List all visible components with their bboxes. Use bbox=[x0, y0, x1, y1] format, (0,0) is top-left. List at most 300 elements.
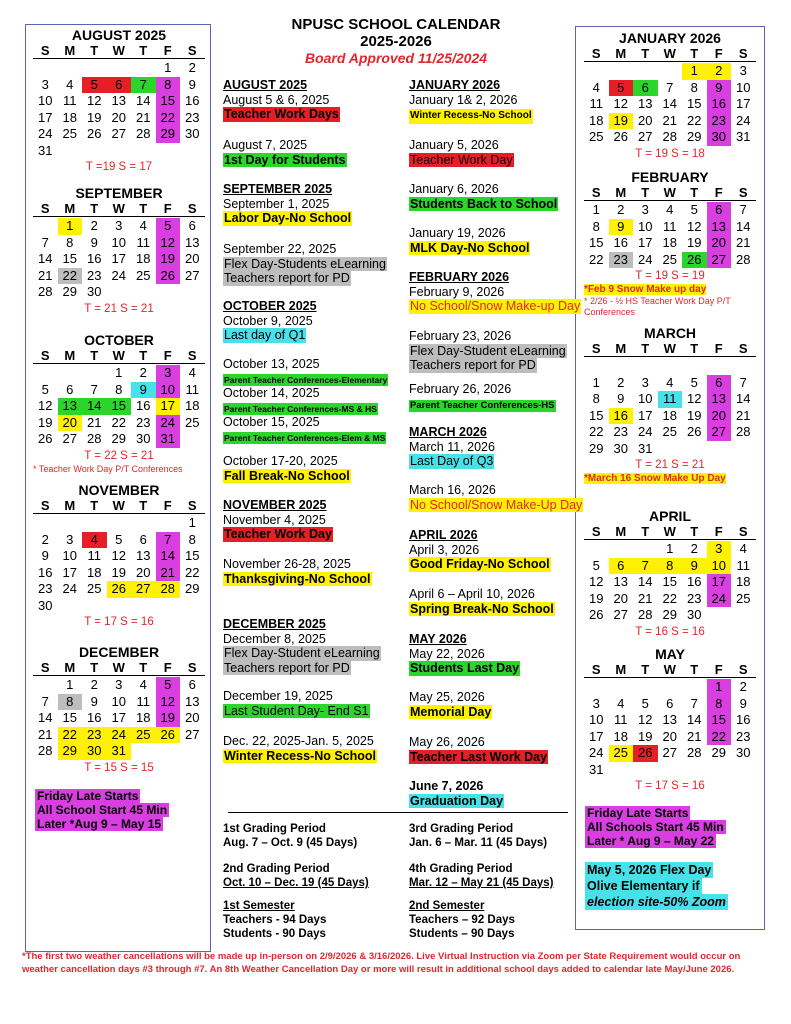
day-cell bbox=[33, 218, 58, 235]
day-cell: 10 bbox=[111, 234, 126, 250]
day-cell: 9 bbox=[90, 693, 98, 709]
weekday-label: M bbox=[64, 498, 76, 513]
day-cell: 14 bbox=[662, 96, 677, 111]
day-cell: 8 bbox=[592, 218, 600, 234]
event-month-heading: OCTOBER 2025 bbox=[223, 299, 317, 313]
day-cell: 14 bbox=[38, 251, 53, 266]
grading-title: 4th Grading Period bbox=[409, 863, 513, 875]
day-cell: 21 bbox=[87, 414, 102, 430]
week-row bbox=[33, 398, 205, 415]
day-cell: 21 bbox=[38, 267, 53, 283]
month-january bbox=[584, 30, 756, 162]
event-label: Good Friday-No School bbox=[410, 557, 550, 571]
day-totals: T = 17 S = 16 bbox=[84, 616, 154, 628]
event-date: December 8, 2025 bbox=[223, 631, 326, 646]
week-row bbox=[33, 515, 205, 532]
month-note: * Teacher Work Day P/T Conferences bbox=[33, 463, 183, 474]
day-cell: 1 bbox=[682, 63, 707, 80]
day-cell: 21 bbox=[736, 407, 751, 423]
weekday-label: T bbox=[90, 348, 99, 363]
day-cell: 14 bbox=[82, 398, 107, 415]
day-cell: 13 bbox=[136, 548, 151, 563]
day-cell: 3 bbox=[641, 374, 649, 390]
day-cell: 22 bbox=[589, 251, 604, 267]
day-cell bbox=[609, 679, 634, 696]
day-cell bbox=[658, 358, 683, 375]
late-start-box-right bbox=[585, 806, 726, 848]
event-month-heading: JANUARY 2026 bbox=[409, 78, 501, 92]
day-cell: 24 bbox=[638, 251, 653, 267]
weekday-label: W bbox=[663, 524, 676, 539]
weekday-label: T bbox=[641, 341, 650, 356]
day-cell: 4 bbox=[617, 695, 625, 711]
month-title: SEPTEMBER bbox=[75, 185, 163, 201]
event-label: Parent Teacher Conferences-HS bbox=[410, 399, 555, 411]
late-start-line-1: Friday Late Starts bbox=[587, 806, 689, 820]
event-month-heading: MAY 2026 bbox=[409, 632, 467, 646]
event-month-heading: APRIL 2026 bbox=[409, 528, 478, 542]
weekday-label: S bbox=[40, 498, 50, 513]
day-cell: 3 bbox=[115, 677, 123, 692]
event-label: Labor Day-No School bbox=[224, 211, 352, 225]
day-cell: 28 bbox=[38, 284, 53, 299]
day-cell: 30 bbox=[38, 597, 53, 613]
board-approved: Board Approved 11/25/2024 bbox=[304, 50, 488, 66]
day-cell bbox=[731, 762, 756, 779]
day-cell: 30 bbox=[82, 743, 107, 760]
day-cell: 5 bbox=[641, 695, 649, 711]
day-cell: 20 bbox=[136, 564, 151, 580]
day-cell: 29 bbox=[589, 440, 604, 456]
day-cell: 4 bbox=[592, 79, 600, 95]
events-january bbox=[409, 78, 533, 124]
day-cell: 29 bbox=[711, 745, 726, 760]
semester-teachers: Teachers - 94 Days bbox=[223, 914, 327, 926]
day-cell: 25 bbox=[62, 126, 77, 141]
day-cell: 1 bbox=[707, 679, 732, 696]
day-cell bbox=[131, 743, 156, 760]
day-cell: 2 bbox=[139, 365, 147, 380]
day-cell: 24 bbox=[107, 727, 132, 744]
day-cell bbox=[156, 743, 181, 760]
day-cell: 27 bbox=[613, 607, 628, 622]
day-cell: 20 bbox=[662, 728, 677, 744]
event-label: Students Last Day bbox=[410, 661, 520, 675]
event-date: August 7, 2025 bbox=[223, 138, 308, 152]
weekday-label: S bbox=[591, 662, 601, 677]
day-cell: 28 bbox=[662, 129, 677, 144]
semester-title: 2nd Semester bbox=[409, 900, 485, 912]
day-cell: 5 bbox=[690, 374, 698, 390]
day-cell: 27 bbox=[131, 581, 156, 598]
events-august-2 bbox=[223, 138, 347, 167]
day-cell: 14 bbox=[736, 218, 751, 234]
grading-title: 3rd Grading Period bbox=[409, 823, 514, 835]
day-totals: T = 22 S = 21 bbox=[84, 449, 154, 462]
semester-students: Students – 90 Days bbox=[409, 928, 515, 940]
month-note bbox=[584, 284, 756, 296]
day-cell: 8 bbox=[188, 531, 196, 547]
day-cell: 2 bbox=[739, 679, 747, 694]
day-cell bbox=[633, 762, 658, 779]
day-cell: 2 bbox=[90, 677, 98, 692]
event-label: Memorial Day bbox=[410, 704, 492, 719]
day-cell: 25 bbox=[136, 267, 151, 283]
weekday-label: W bbox=[663, 662, 676, 677]
day-cell: 18 bbox=[136, 710, 151, 725]
weekday-header bbox=[584, 524, 756, 540]
semester-2 bbox=[409, 899, 515, 941]
events-november-2 bbox=[223, 557, 372, 586]
week-row bbox=[584, 96, 756, 113]
day-cell bbox=[633, 679, 658, 696]
grading-period-4 bbox=[409, 862, 553, 890]
month-december bbox=[33, 644, 205, 776]
event-label: Teacher Work Day bbox=[224, 527, 332, 541]
day-cell bbox=[658, 762, 683, 779]
weekday-label: F bbox=[163, 660, 172, 675]
day-cell: 27 bbox=[707, 424, 732, 441]
events-november bbox=[223, 498, 333, 542]
day-cell: 2 bbox=[90, 218, 98, 233]
day-cell: 3 bbox=[707, 541, 732, 558]
day-cell: 12 bbox=[111, 548, 126, 563]
day-cell bbox=[707, 607, 732, 624]
late-start-line-2: All Schools Start 45 Min bbox=[587, 820, 724, 834]
week-row bbox=[33, 743, 205, 760]
day-cell: 11 bbox=[614, 712, 628, 727]
day-cell: 10 bbox=[38, 93, 53, 108]
day-cell: 19 bbox=[38, 414, 53, 430]
title-line-2: 2025-2026 bbox=[360, 33, 432, 50]
day-cell: 25 bbox=[609, 745, 634, 762]
day-cell: 25 bbox=[662, 251, 677, 267]
weekday-label: W bbox=[663, 46, 676, 61]
day-cell bbox=[107, 143, 132, 160]
day-cell: 12 bbox=[38, 398, 53, 413]
day-cell: 2 bbox=[41, 531, 49, 547]
event-label: Teacher Work Day bbox=[410, 152, 513, 167]
day-cell: 22 bbox=[185, 564, 200, 580]
day-cell: 26 bbox=[107, 581, 132, 598]
day-cell bbox=[633, 63, 658, 80]
day-cell: 1 bbox=[592, 374, 600, 390]
semester-teachers: Teachers – 92 Days bbox=[409, 914, 515, 926]
month-title: MAY bbox=[655, 646, 685, 662]
late-start-box-left bbox=[35, 789, 169, 831]
event-date: October 13, 2025 bbox=[223, 357, 320, 371]
event-label: Teacher Work Days bbox=[224, 107, 339, 121]
week-row bbox=[33, 268, 205, 285]
events-october bbox=[223, 299, 317, 343]
late-start-line-3: Later *Aug 9 – May 15 bbox=[37, 817, 162, 831]
semester-title: 1st Semester bbox=[223, 900, 295, 912]
event-label: Students Back to School bbox=[410, 196, 558, 211]
event-date: February 9, 2026 bbox=[409, 284, 505, 299]
day-cell: 13 bbox=[662, 712, 677, 727]
day-cell: 10 bbox=[638, 218, 653, 234]
day-cell: 2 bbox=[707, 63, 732, 80]
day-cell: 26 bbox=[87, 126, 102, 141]
event-month-heading: MARCH 2026 bbox=[409, 425, 487, 439]
day-cell: 4 bbox=[188, 365, 196, 380]
day-cell bbox=[131, 515, 156, 532]
day-cell: 29 bbox=[185, 581, 200, 596]
day-cell: 25 bbox=[185, 414, 200, 430]
weekday-label: F bbox=[714, 662, 723, 677]
day-cell bbox=[156, 284, 181, 301]
day-cell: 5 bbox=[156, 677, 181, 694]
day-cell bbox=[633, 358, 658, 375]
day-cell: 4 bbox=[66, 76, 74, 92]
week-row bbox=[584, 762, 756, 779]
weekday-header bbox=[33, 201, 205, 217]
day-cell: 3 bbox=[592, 695, 600, 711]
day-cell: 13 bbox=[111, 93, 126, 108]
week-row bbox=[33, 77, 205, 94]
weekday-label: M bbox=[64, 43, 76, 58]
week-row bbox=[584, 113, 756, 130]
weekday-label: S bbox=[40, 43, 50, 58]
events-february-3 bbox=[409, 382, 556, 412]
weekday-label: S bbox=[591, 46, 601, 61]
day-cell: 23 bbox=[707, 113, 732, 130]
calendar-title bbox=[221, 16, 571, 67]
events-may-2 bbox=[409, 690, 492, 719]
day-cell: 14 bbox=[136, 93, 151, 108]
day-cell: 12 bbox=[156, 235, 181, 252]
day-cell bbox=[180, 743, 205, 760]
month-note-2: * 2/26 - ½ HS Teacher Work Day P/T Conferences bbox=[584, 296, 731, 317]
day-cell: 6 bbox=[609, 558, 634, 575]
month-title: FEBRUARY bbox=[631, 169, 709, 185]
event-label: Parent Teacher Conferences-Elementary bbox=[224, 374, 388, 385]
event-date: May 25, 2026 bbox=[409, 690, 485, 704]
event-label: Parent Teacher Conferences-Elem & MS bbox=[224, 432, 386, 443]
weekday-label: T bbox=[641, 524, 650, 539]
late-start-line-1: Friday Late Starts bbox=[37, 789, 139, 803]
day-cell bbox=[180, 431, 205, 448]
weekday-label: S bbox=[738, 662, 748, 677]
week-row bbox=[33, 235, 205, 252]
day-cell: 15 bbox=[662, 574, 677, 589]
day-cell: 14 bbox=[156, 548, 181, 565]
event-month-heading: NOVEMBER 2025 bbox=[223, 498, 327, 512]
day-cell: 24 bbox=[638, 424, 653, 439]
day-cell: 29 bbox=[687, 129, 702, 144]
event-date: May 22, 2026 bbox=[409, 646, 485, 661]
event-label: Parent Teacher Conferences-MS & HS bbox=[224, 403, 377, 414]
day-cell: 28 bbox=[638, 607, 653, 622]
week-row bbox=[584, 80, 756, 97]
event-label: Last day of Q1 bbox=[224, 328, 306, 342]
week-row bbox=[33, 581, 205, 598]
grading-dates: Mar. 12 – May 21 (45 Days) bbox=[409, 877, 554, 889]
day-cell: 8 bbox=[66, 234, 74, 250]
events-october-2 bbox=[223, 357, 388, 444]
day-cell: 29 bbox=[111, 431, 126, 446]
week-row bbox=[584, 219, 756, 236]
day-cell: 17 bbox=[736, 96, 751, 111]
day-cell bbox=[707, 762, 732, 779]
month-november bbox=[33, 482, 205, 630]
day-cell: 21 bbox=[662, 112, 677, 128]
day-cell: 18 bbox=[736, 574, 751, 589]
day-cell: 29 bbox=[58, 743, 83, 760]
weekday-label: T bbox=[139, 201, 148, 216]
weekday-label: S bbox=[591, 341, 601, 356]
day-cell: 3 bbox=[66, 531, 74, 547]
day-cell: 18 bbox=[662, 407, 677, 423]
day-cell: 20 bbox=[707, 235, 732, 252]
day-cell: 22 bbox=[687, 112, 702, 128]
day-cell: 14 bbox=[736, 391, 751, 406]
day-cell bbox=[107, 515, 132, 532]
weekday-header bbox=[584, 185, 756, 201]
weekday-label: T bbox=[90, 201, 99, 216]
events-january-3 bbox=[409, 182, 558, 211]
day-cell: 13 bbox=[185, 234, 200, 250]
day-cell: 4 bbox=[666, 202, 674, 217]
week-row bbox=[33, 110, 205, 127]
weekday-header bbox=[584, 662, 756, 678]
day-totals: T = 19 S = 19 bbox=[635, 270, 705, 282]
day-cell: 5 bbox=[592, 557, 600, 573]
event-label: Winter Recess-No School bbox=[224, 748, 377, 763]
day-cell: 25 bbox=[662, 424, 677, 439]
week-row bbox=[33, 727, 205, 744]
day-cell: 6 bbox=[139, 531, 147, 547]
day-cell: 18 bbox=[589, 112, 604, 128]
weekday-label: S bbox=[40, 348, 50, 363]
day-cell: 6 bbox=[188, 218, 196, 233]
weekday-label: T bbox=[139, 43, 148, 58]
weekday-label: T bbox=[641, 185, 650, 200]
event-date: October 14, 2025 bbox=[223, 386, 320, 400]
events-april-2 bbox=[409, 587, 555, 616]
day-cell: 5 bbox=[115, 531, 123, 547]
month-title: OCTOBER bbox=[84, 332, 154, 348]
flex-day-box bbox=[585, 862, 728, 910]
weekday-label: W bbox=[112, 201, 125, 216]
day-cell: 13 bbox=[613, 574, 628, 589]
weekday-label: F bbox=[163, 43, 172, 58]
day-cell: 31 bbox=[38, 142, 53, 158]
week-row bbox=[584, 408, 756, 425]
day-cell: 16 bbox=[736, 712, 751, 727]
event-label: Teachers report for PD bbox=[224, 660, 350, 675]
day-cell bbox=[584, 358, 609, 375]
event-date: June 7, 2026 bbox=[409, 779, 484, 793]
week-row bbox=[33, 565, 205, 582]
events-march bbox=[409, 425, 495, 469]
event-date: March 16, 2026 bbox=[409, 483, 496, 497]
day-cell: 21 bbox=[38, 726, 53, 742]
day-cell: 24 bbox=[156, 415, 181, 432]
day-cell: 21 bbox=[687, 728, 702, 744]
day-cell: 30 bbox=[707, 129, 732, 146]
weekday-label: W bbox=[112, 43, 125, 58]
day-cell: 2 bbox=[617, 374, 625, 390]
day-cell: 16 bbox=[87, 251, 102, 266]
day-cell bbox=[609, 358, 634, 375]
day-cell: 16 bbox=[38, 564, 53, 580]
month-title: NOVEMBER bbox=[78, 482, 160, 498]
day-cell: 28 bbox=[687, 745, 702, 760]
day-cell: 19 bbox=[111, 564, 126, 580]
day-cell bbox=[609, 541, 634, 558]
weekday-label: T bbox=[90, 43, 99, 58]
day-cell bbox=[33, 365, 58, 382]
day-cell: 25 bbox=[736, 590, 751, 606]
day-cell: 1 bbox=[115, 365, 123, 380]
day-cell: 17 bbox=[638, 235, 653, 250]
day-cell: 7 bbox=[131, 77, 156, 94]
weekday-label: F bbox=[163, 201, 172, 216]
month-note-text: *Feb 9 Snow Make up day bbox=[584, 284, 707, 295]
event-date: January 6, 2026 bbox=[409, 182, 499, 196]
day-cell: 8 bbox=[707, 696, 732, 713]
day-cell: 31 bbox=[107, 743, 132, 760]
day-cell: 1 bbox=[66, 677, 74, 692]
weekday-header bbox=[33, 348, 205, 364]
weekday-header bbox=[584, 341, 756, 357]
week-row bbox=[584, 679, 756, 696]
day-cell: 16 bbox=[609, 408, 634, 425]
day-cell: 26 bbox=[687, 424, 702, 439]
day-cell: 22 bbox=[58, 727, 83, 744]
day-cell: 19 bbox=[687, 407, 702, 423]
events-december-3 bbox=[223, 734, 377, 763]
day-cell: 23 bbox=[687, 590, 702, 606]
event-date: September 1, 2025 bbox=[223, 196, 330, 211]
day-cell: 12 bbox=[687, 391, 702, 406]
day-cell: 27 bbox=[111, 126, 126, 141]
event-date: January 19, 2026 bbox=[409, 226, 506, 240]
day-cell: 11 bbox=[736, 557, 750, 573]
day-cell: 18 bbox=[87, 564, 102, 580]
day-cell bbox=[156, 598, 181, 615]
event-month-heading: FEBRUARY 2026 bbox=[409, 270, 510, 284]
day-cell: 12 bbox=[638, 712, 653, 727]
week-row bbox=[584, 129, 756, 146]
flex-line-1: May 5, 2026 Flex Day bbox=[587, 863, 712, 877]
day-cell: 12 bbox=[687, 218, 702, 234]
semester-1 bbox=[223, 899, 326, 941]
day-totals: T = 15 S = 15 bbox=[84, 761, 154, 774]
week-row bbox=[584, 541, 756, 558]
day-cell: 17 bbox=[111, 251, 126, 266]
week-row bbox=[584, 235, 756, 252]
day-cell bbox=[58, 365, 83, 382]
event-label: No School/Snow Make-Up Day bbox=[410, 497, 583, 512]
day-cell: 23 bbox=[185, 109, 200, 125]
day-cell bbox=[633, 541, 658, 558]
day-cell: 4 bbox=[139, 218, 147, 233]
event-date: October 9, 2025 bbox=[223, 313, 313, 328]
day-cell bbox=[131, 143, 156, 160]
day-cell: 24 bbox=[38, 126, 53, 141]
week-row bbox=[584, 729, 756, 746]
weekday-label: W bbox=[663, 341, 676, 356]
day-cell: 6 bbox=[188, 677, 196, 692]
week-row bbox=[584, 574, 756, 591]
event-label: Fall Break-No School bbox=[224, 468, 350, 483]
day-cell: 25 bbox=[87, 581, 102, 596]
events-may-3 bbox=[409, 735, 548, 764]
weekday-header bbox=[33, 498, 205, 514]
event-label: Graduation Day bbox=[410, 793, 504, 808]
